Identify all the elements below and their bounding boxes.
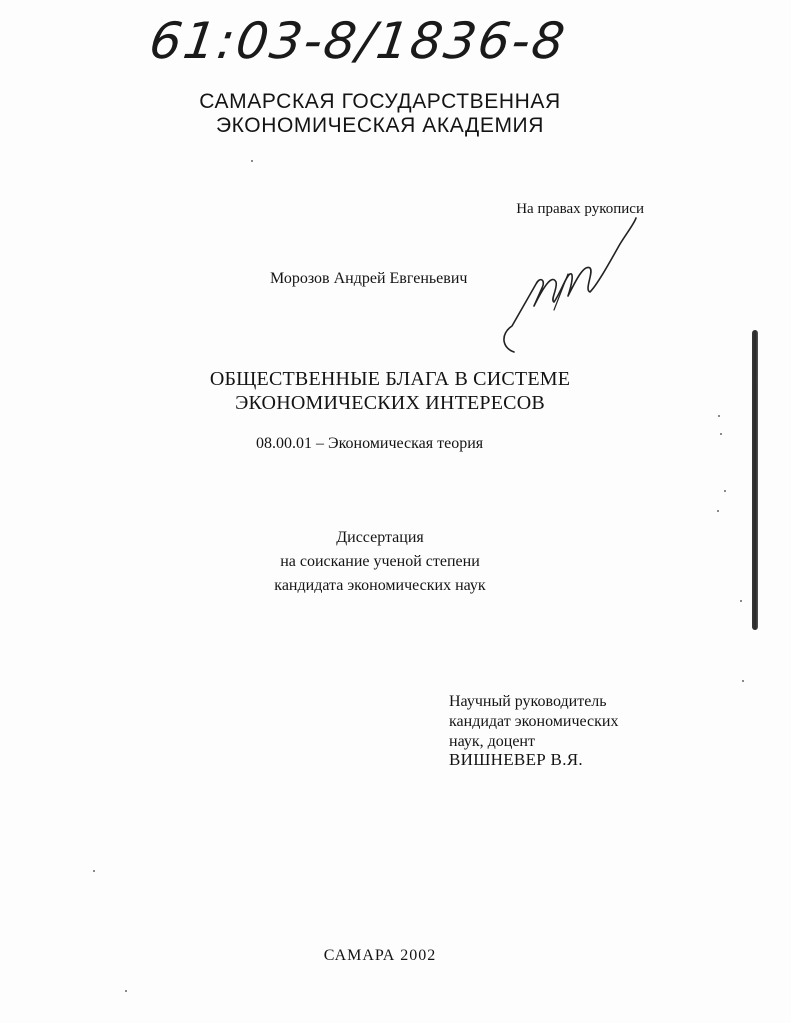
scan-speck: [93, 870, 95, 872]
institution-name-line2: ЭКОНОМИЧЕСКАЯ АКАДЕМИЯ: [215, 114, 545, 137]
specialty-code: 08.00.01 – Экономическая теория: [256, 435, 484, 452]
scan-speck: [720, 433, 722, 435]
institution-name-line1: САМАРСКАЯ ГОСУДАРСТВЕННАЯ: [199, 90, 561, 113]
scan-edge-shadow: [752, 330, 758, 630]
author-name: Морозов Андрей Евгеньевич: [270, 270, 468, 287]
degree-line1: на соискание ученой степени: [280, 553, 480, 570]
scan-speck: [742, 680, 744, 682]
scan-speck: [125, 990, 127, 992]
scan-speck: [251, 160, 253, 162]
scan-speck: [718, 415, 720, 417]
degree-line2: кандидата экономических наук: [274, 577, 486, 594]
supervisor-rank: наук, доцент: [449, 733, 535, 750]
supervisor-name: ВИШНЕВЕР В.Я.: [449, 750, 583, 769]
dissertation-title-line2: ЭКОНОМИЧЕСКИХ ИНТЕРЕСОВ: [235, 392, 545, 414]
dissertation-title-line1: ОБЩЕСТВЕННЫЕ БЛАГА В СИСТЕМЕ: [209, 368, 571, 390]
rights-note: На правах рукописи: [516, 201, 644, 217]
supervisor-label: Научный руководитель: [449, 693, 607, 710]
supervisor-degree: кандидат экономических: [449, 713, 619, 730]
scan-speck: [717, 510, 719, 512]
scan-speck: [740, 600, 742, 602]
dissertation-label: Диссертация: [336, 529, 424, 546]
scan-speck: [724, 490, 726, 492]
city-and-year: САМАРА 2002: [323, 947, 437, 964]
handwritten-archive-code: 61:03-8/1836-8: [145, 12, 570, 70]
author-signature: [494, 214, 644, 364]
